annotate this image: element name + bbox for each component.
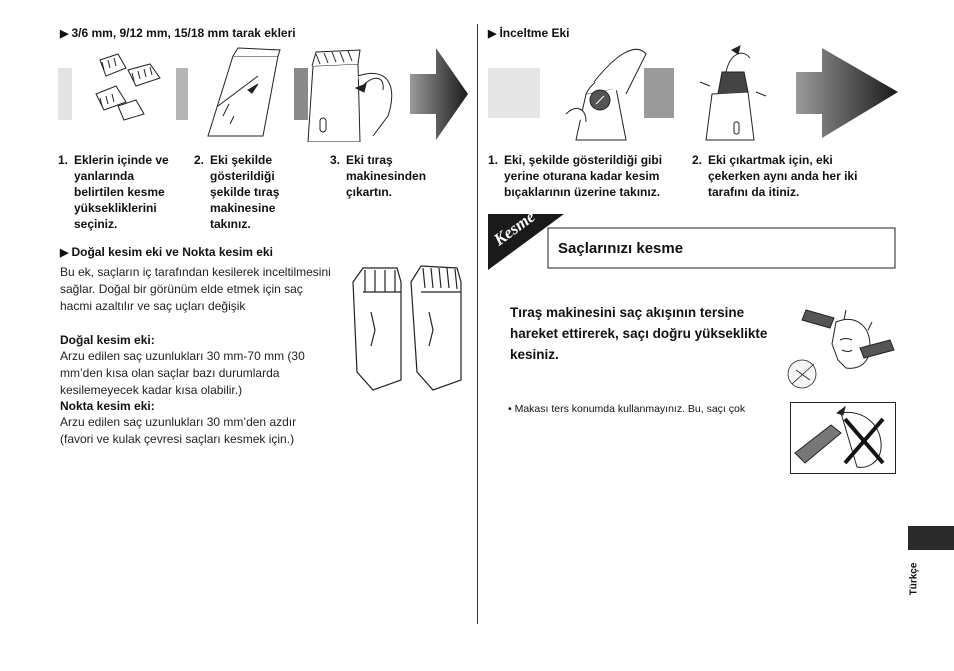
arrow-shape-icon (410, 48, 468, 140)
triangle-bullet-icon: ▶ (488, 28, 497, 40)
thinning-step-2: 2. Eki çıkartmak için, eki çekerken aynı anda her iki tarafını da itiniz. (692, 153, 858, 199)
thinning-header: ▶ İnceltme Eki (488, 26, 570, 40)
triangle-bullet-icon: ▶ (60, 28, 69, 40)
cutting-instruction: Tıraş makinesini saç akışının tersine hareket ettirerek, saçı doğru yükseklikte kesiniz. (510, 305, 768, 362)
language-tab-marker (908, 526, 954, 550)
section-header (488, 206, 896, 270)
spot-cut-text: Arzu edilen saç uzunlukları 30 mm’den azdır (favori ve kulak çevresi saçları kesmek için.) (60, 415, 297, 446)
section-badge: Kesme (490, 206, 539, 250)
trim-attachments-header: ▶ Doğal kesim eki ve Nokta kesim eki (60, 245, 273, 259)
triangle-bullet-icon: ▶ (60, 247, 69, 259)
trim-intro-text: Bu ek, saçların iç tarafından kesilerek inceltilmesini sağlar. Doğal bir görünüm elde etmek için saç hacmi azaltılır ve saç uçları değişik (60, 265, 331, 313)
natural-cut-text: Arzu edilen saç uzunlukları 30 mm-70 mm (30 mm’den kısa olan saçlar bazı durumlarda kesilemeyecek kadar kısa olabilir.) (60, 349, 305, 397)
natural-cut-title: Doğal kesim eki: (60, 333, 155, 347)
wrong-usage-illustration (790, 402, 896, 474)
head-cutting-illustration (786, 300, 896, 392)
comb-step-3: 3. Eki tıraş makinesinden çıkartın. (330, 153, 427, 199)
comb-step-2: 2. Eki şekilde gösterildiği şekilde tıraş makinesine takınız. (194, 153, 280, 231)
section-title: Saçlarınızı kesme (558, 240, 684, 257)
warning-note: • Makası ters konumda kullanmayınız. Bu, saçı çok (508, 403, 746, 415)
comb-illustrations (58, 46, 468, 142)
thinning-step-1: 1. Eki, şekilde gösterildiği gibi yerine oturana kadar kesim bıçaklarının üzerine takınız. (488, 153, 663, 199)
arrow-shape-icon (796, 48, 898, 138)
trim-attachments-illustration (345, 262, 467, 392)
spot-cut-title: Nokta kesim eki: (60, 399, 155, 413)
column-divider (477, 24, 478, 624)
thinning-illustrations (486, 44, 898, 142)
comb-step-1: 1. Eklerin içinde ve yanlarında belirtilen kesme yüksekliklerini seçiniz. (58, 153, 169, 231)
comb-attachments-header: ▶ 3/6 mm, 9/12 mm, 15/18 mm tarak ekleri (60, 26, 296, 40)
language-label: Türkçe (908, 562, 920, 596)
